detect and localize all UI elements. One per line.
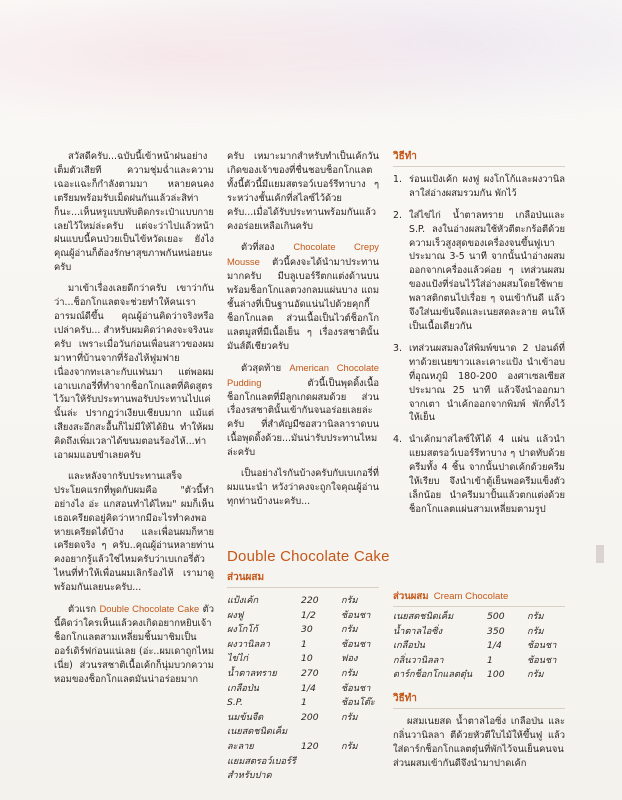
cream-ingredient-unit: ช้อนชา: [527, 640, 557, 652]
ingredient-qty: 1: [301, 638, 307, 650]
cream-ingredient-name: กลิ่นวานิลลา: [393, 654, 444, 666]
step-text: เทส่วนผสมลงใส่พิมพ์ขนาด 2 ปอนด์ที่ทาด้วยเนยขาวและเคาะแป้ง นำเข้าอบที่อุณหภูมิ 180-200 องศาเซลเซียส ประมาณ 25 นาที แล้วจึงนำออกมาจากเตา นำเค้กออกจากพิมพ์ พักทิ้งไว้ให้เย็น: [409, 342, 565, 424]
cream-ingredient-qty: 1/4: [487, 640, 502, 652]
cream-ingredient-row: [393, 668, 565, 683]
cream-ingredient-qty: 350: [487, 625, 505, 637]
story-paragraph: มาเข้าเรื่องเลยดีกว่าครับ เขาว่ากันว่า...ช็อกโกแลตจะช่วยทำให้คนเราอารมณ์ดีขึ้น คุณผู้อ่านคิดว่าจริงหรือเปล่าครับ... สำหรับผมคิดว่าคงจะจริงนะครับ เพราะเมื่อวันก่อนเพื่อนสาวของผมมาหาที่บ้านจากที่ร้องไห้ฟูมฟายเนื่องจากทะเลาะกับแฟนมา แต่พอผมเอาเบเกอรี่ที่ทำจากช็อกโกแลตที่คิดสูตรไว้มาให้รับประทานพอรับประทานไปแค่นั้นล่ะ ปรากฏว่าเงียบเชียบมาก แม้แต่เสียงสะอึกสะอื้นก็ไม่มีให้ได้ยิน ทำให้ผมคิดถึงเพิ่มเวลาได้ขนมตอนร้องไห้...ท่าเอาผมแอบขำเลยครับ: [54, 283, 214, 462]
cream-ingredient-row: [393, 639, 565, 654]
ingredient-qty: 270: [301, 667, 319, 679]
ingredient-name: ผงโกโก้: [227, 624, 258, 636]
story-paragraph-2: และหลังจากรับประทานเสร็จ ประโยคแรกที่พูดกับผมคือ "ตัวนี้ทำอย่างไง อ่ะ แกสอนทำได้ไหม" ผมก็เห็นเธอเครียดอยู่คิดว่าหากมีอะไรทำคงพอหายเครียดได้บ้าง และเพื่อนผมก็หายเครียดจริง ๆ ครับ..คุณผู้อ่านหลายท่านคงอยากรู้แล้วใช่ไหมครับว่าเบเกอรี่ตัวไหนที่ทำให้เพื่อนผมเลิกร้องไห้ เรามาดูพร้อมกันเลยนะครับ...: [54, 470, 214, 594]
step-number: 4.: [393, 434, 402, 446]
page-edge-tab: [596, 545, 604, 563]
step-number: 1.: [393, 173, 402, 185]
ingredient-row: [227, 725, 379, 740]
continued-paragraph: ครับ เหมาะมากสำหรับทำเป็นเค้กวันเกิดของเจ้าของที่ชื่นชอบช็อกโกแลต ทั้งนี้ตัวนี้มีแยมสตรอว์เบอร์รีทาบาง ๆ ระหว่างชั้นเค้กที่สไลซ์ไว้ด้วยครับ...เมื่อได้รับประทานพร้อมกันแล้วคงอร่อยเหลือเกินครับ: [227, 151, 379, 232]
method-step: [393, 173, 565, 201]
third-recipe-name: American Chocolate Pudding: [227, 361, 380, 388]
cream-ingredient-unit: กรัม: [527, 669, 544, 681]
recipe-title: Double Chocolate Cake: [227, 548, 390, 565]
column-3: [393, 150, 565, 525]
ingredient-row: [227, 711, 379, 726]
ingredients-heading: ส่วนผสม: [227, 570, 379, 588]
closing-paragraph: เป็นอย่างไรกันบ้างครับกับเบเกอรี่ที่ผมแนะนำ หวังว่าคงจะถูกใจคุณผู้อ่านทุกท่านบ้างนะครับ...: [227, 468, 379, 507]
method-heading: วิธีทำ: [393, 150, 565, 167]
third-recipe-lead: ตัวสุดท้าย: [241, 362, 282, 374]
method-step: [393, 433, 565, 516]
step-text: นำเค้กมาสไลซ์ให้ได้ 4 แผ่น แล้วนำแยมสตรอว์เบอร์รีทาบาง ๆ ปาดทับด้วยครีมทั้ง 4 ชิ้น จากนั้นปาดเค้กด้วยครีมให้เรียบ จึงนำเข้าตู้เย็นพอครีมแข็งตัวเล็กน้อย นำครีมมาปั้นแล้วตกแต่งด้วยช็อกโกแลตแผ่นสามเหลี่ยมตามรูป: [409, 434, 565, 515]
cream-ingredient-name: เกลือป่น: [393, 640, 425, 652]
ingredient-unit: กรัม: [341, 595, 358, 606]
ingredient-name: ละลาย: [227, 740, 254, 752]
ingredient-unit: ฟอง: [341, 653, 358, 665]
ingredient-qty: 10: [301, 653, 313, 665]
step-number: 2.: [393, 209, 402, 221]
ingredient-unit: ช้อนชา: [341, 682, 371, 694]
ingredients-table: [227, 594, 379, 784]
first-recipe-intro: [54, 602, 214, 686]
cream-heading-th: ส่วนผสม: [393, 591, 429, 602]
cream-section: [393, 584, 565, 771]
first-recipe-name: Double Chocolate Cake: [99, 603, 200, 615]
ingredient-row: [227, 652, 379, 667]
ingredient-qty: 120: [301, 740, 319, 752]
method-steps: [393, 173, 565, 517]
step-text: ร่อนแป้งเค้ก ผงฟู ผงโกโก้และผงวานิลลาใส่อ่างผสมรวมกัน พักไว้: [409, 173, 565, 199]
ingredient-row: [227, 638, 379, 653]
cream-ingredient-row: [393, 610, 565, 625]
decorative-header-wash: [0, 0, 622, 140]
ingredient-row: [227, 594, 379, 609]
ingredient-unit: กรัม: [341, 667, 358, 679]
ingredient-name: น้ำตาลทราย: [227, 667, 277, 679]
second-recipe-lead: ตัวที่สอง: [241, 242, 275, 254]
ingredient-unit: กรัม: [341, 711, 358, 723]
ingredient-qty: 220: [301, 595, 319, 606]
ingredient-row: [227, 740, 379, 755]
intro-paragraph: สวัสดีครับ...ฉบับนี้เข้าหน้าฝนอย่างเต็มตัวเสียที ความชุ่มฉ่ำและความเฉอะแฉะก็กำลังตามมา หลายคนคงเตรียมพร้อมรับเม็ดฝนกันแล้วล่ะสิท่า ก็นะ...เห็นหรูแบบพับติดกระเป๋าแบบกายเลยไว้ใหม่ล่ะครับ แต่จะว่าไปแล้วหน้าฝนแบบนี้คนป่วยเป็นไข้หวัดเยอะ ยังไงคุณผู้อ่านก็ต้องรักษาสุขภาพกันหน่อยนะครับ: [54, 151, 214, 274]
cream-method-text: ผสมเนยสด น้ำตาลไอซิ่ง เกลือป่น และกลิ่นวานิลลา ตีด้วยหัวตีใบไม้ให้ขึ้นฟู แล้วใส่ดาร์กช็อกโกแลตตุ๋นที่พักไว้จนเย็นคนจนส่วนผสมเข้ากันดีจึงนำมาปาดเค้ก: [393, 715, 565, 769]
second-recipe-intro: [227, 240, 379, 353]
cream-ingredient-row: [393, 625, 565, 640]
column-2: [227, 150, 379, 516]
first-recipe-text: ตัวนี้คิดว่าใครเห็นแล้วคงเกิดอยากหยิบเจ้าช็อกโกแลตสามเหลี่ยมชิ้นมาชิมเป็นออร์เดิร์ฟก่อนแน่เลย (อ่ะ..ผมเดาถูกไหมเนี่ย) ส่วนรสชาติเนื้อเค้กก็นุ่มบวกความหอมของช็อกโกแลตมันน่าอร่อยมาก: [54, 604, 215, 685]
ingredient-name: เกลือป่น: [227, 682, 259, 694]
ingredient-row: [227, 667, 379, 682]
cream-ingredient-qty: 1: [487, 654, 493, 666]
second-recipe-name: Chocolate Crepy Mousse: [227, 241, 379, 268]
ingredient-qty: 1: [301, 697, 307, 709]
ingredient-name: ผงฟู: [227, 609, 244, 621]
ingredient-qty: [301, 755, 341, 784]
ingredient-row: [227, 609, 379, 624]
cream-heading-en: Cream Chocolate: [433, 591, 509, 602]
ingredients-section: [227, 570, 379, 784]
ingredient-name: แป้งเค้ก: [227, 595, 259, 606]
ingredient-row: [227, 623, 379, 638]
cream-ingredient-unit: กรัม: [527, 611, 544, 622]
ingredient-unit: ช้อนชา: [341, 609, 371, 621]
cream-ingredient-row: [393, 654, 565, 669]
ingredient-row: [227, 682, 379, 697]
cream-ingredient-qty: 500: [487, 611, 505, 622]
cream-ingredient-name: เนยสดชนิดเค็ม: [393, 611, 454, 622]
method-step: [393, 209, 565, 334]
cream-ingredient-unit: กรัม: [527, 625, 544, 637]
first-recipe-lead: ตัวแรก: [68, 604, 97, 616]
cream-ingredient-name: ดาร์กช็อกโกแลตตุ๋น: [393, 669, 473, 681]
method-step: [393, 342, 565, 425]
ingredient-name: เนยสดชนิดเค็ม: [227, 726, 288, 738]
step-text: ใส่ไข่ไก่ น้ำตาลทราย เกลือป่นและ S.P. ลงในอ่างผสมใช้หัวตีตะกร้อตีด้วยความเร็วสูงสุดของเครื่องจนขึ้นฟูเบาประมาณ 3-5 นาที จากนั้นนำอ่างผสมออกจากเครื่องแล้วค่อย ๆ เทส่วนผสมของแป้งที่ร่อนไว้ใส่อ่างผสมโดยใช้พายพลาสติกตนไปเรื่อย ๆ จนเข้ากันดี แล้วจึงใส่นมข้นจืดและเนยสดละลาย คนให้เป็นเนื้อเดียวกัน: [409, 209, 565, 332]
ingredient-qty: 200: [301, 711, 319, 723]
ingredient-qty: 30: [301, 624, 313, 636]
ingredient-qty: 1/2: [301, 609, 316, 621]
cream-ingredient-qty: 100: [487, 669, 505, 681]
third-recipe-intro: [227, 361, 379, 460]
ingredient-row: [227, 696, 379, 711]
ingredient-row: [227, 755, 379, 784]
third-recipe-text: ตัวนี้เป็นพุดดิ้งเนื้อช็อกโกแลตที่มีลูกเกดผสมด้วย ส่วนเรื่องรสชาตินั้นเข้ากันจนอร่อยเลยล่ะครับ ที่สำคัญมีซอสวานิลลาราดบนเนื้อพุดดิ้งด้วย...มันน่ารับประทานไหมล่ะครับ: [227, 377, 379, 459]
ingredient-name: นมข้นจืด: [227, 711, 264, 723]
ingredient-name: แยมสตรอว์เบอร์รีสำหรับปาด: [227, 755, 296, 782]
ingredient-unit: กรัม: [341, 740, 358, 752]
cream-ingredient-unit: ช้อนชา: [527, 654, 557, 666]
ingredient-name: ไข่ไก่: [227, 653, 249, 665]
ingredient-unit: ช้อนโต๊ะ: [341, 697, 375, 709]
ingredient-unit: [341, 755, 379, 784]
second-recipe-text: ตัวนี้คงจะได้นำมาประทานมากครับ มีบลูเบอร์รีตกแต่งด้านบนพร้อมช็อกโกแลตวงกลมแผ่นบาง แถมชั้นล่างที่เป็นฐานอัดแน่นไปด้วยคุกกี้ช็อกโกแลต ส่วนเนื้อเป็นไวต์ช็อกโกแลตมูสที่มีเนื้อเย็น ๆ เรื่องรสชาตินั้นมันส์ดีเชียวครับ: [227, 257, 379, 352]
ingredient-qty: [301, 725, 341, 740]
column-1: [54, 150, 214, 694]
ingredient-unit: [341, 725, 379, 740]
ingredient-unit: กรัม: [341, 624, 358, 636]
ingredient-name: ผงวานิลลา: [227, 638, 270, 650]
ingredient-name: S.P.: [227, 697, 243, 709]
step-number: 3.: [393, 342, 402, 354]
cream-heading: [393, 584, 565, 607]
cream-method-heading: วิธีทำ: [393, 691, 565, 709]
cream-ingredient-name: น้ำตาลไอซิ่ง: [393, 625, 443, 637]
cream-method: [393, 691, 565, 771]
ingredient-unit: ช้อนชา: [341, 638, 371, 650]
cream-ingredients-table: [393, 610, 565, 683]
ingredient-qty: 1/4: [301, 682, 316, 694]
